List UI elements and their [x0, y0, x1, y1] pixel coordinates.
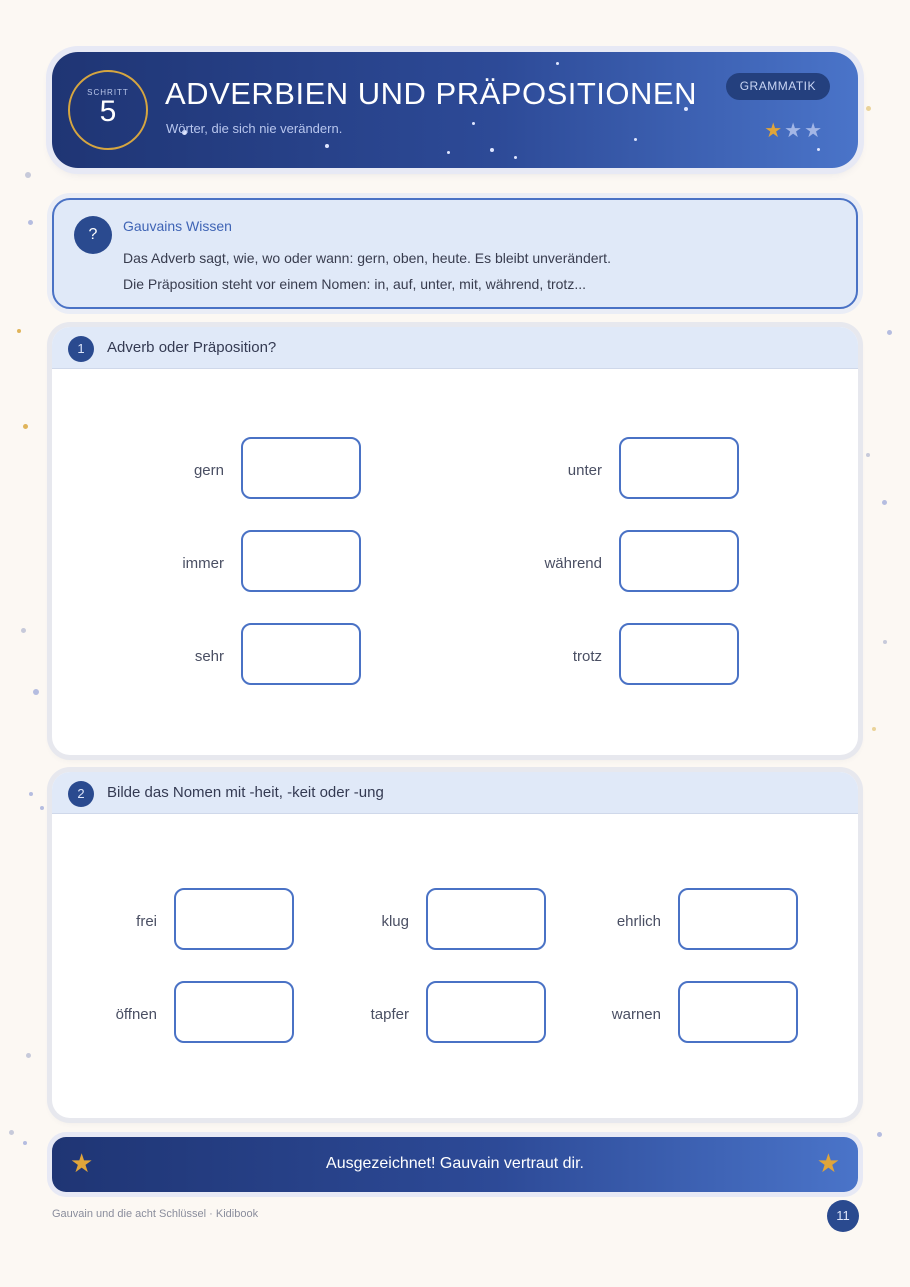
decor-dot	[17, 329, 21, 333]
exercise-word: frei	[136, 913, 157, 930]
exercise-word: trotz	[572, 648, 602, 665]
knowledge-line-preposition: Die Präposition steht vor einem Nomen: in, auf, unter, mit, während, trotz...	[123, 276, 586, 292]
sparkle-dot	[514, 156, 517, 159]
sparkle-dot	[472, 122, 475, 125]
decor-dot	[25, 172, 31, 178]
step-label: SCHRITT	[87, 87, 129, 97]
encouragement-ribbon	[52, 1137, 858, 1192]
answer-box[interactable]	[241, 623, 361, 685]
exercise-question: Adverb oder Präposition?	[107, 339, 277, 356]
header-banner	[52, 52, 858, 168]
star-left-icon: ★	[70, 1148, 94, 1178]
answer-box[interactable]	[241, 530, 361, 592]
exercise-word: warnen	[611, 1006, 661, 1023]
star-filled-icon: ★	[764, 120, 785, 142]
exercise-word: ehrlich	[616, 913, 661, 930]
page-title: ADVERBIEN UND PRÄPOSITIONEN	[165, 76, 697, 111]
exercise-word: während	[544, 555, 602, 572]
decor-dot	[872, 727, 876, 731]
decor-dot	[887, 330, 892, 335]
sparkle-dot	[556, 62, 559, 65]
answer-box[interactable]	[426, 888, 546, 950]
decor-dot	[866, 453, 870, 457]
exercise-word: klug	[381, 913, 409, 930]
knowledge-box	[52, 198, 858, 309]
exercise-header	[52, 327, 858, 369]
exercise-card-2	[52, 772, 858, 1118]
sparkle-dot	[817, 148, 820, 151]
decor-dot	[23, 424, 28, 429]
sparkle-dot	[490, 148, 494, 152]
exercise-number: 2	[68, 781, 94, 807]
exercise-word: unter	[567, 462, 602, 479]
sparkle-dot	[325, 144, 329, 148]
decor-dot	[883, 640, 887, 644]
decor-dot	[882, 500, 887, 505]
page-number: 11	[827, 1200, 859, 1232]
decor-dot	[866, 106, 871, 111]
encouragement-message: Ausgezeichnet! Gauvain vertraut dir.	[326, 1155, 584, 1172]
step-number: 5	[99, 94, 117, 128]
decor-dot	[23, 1141, 27, 1145]
exercise-card-1	[52, 327, 858, 755]
decor-dot	[9, 1130, 14, 1135]
exercise-word: sehr	[194, 648, 224, 665]
decor-dot	[877, 1132, 882, 1137]
step-badge	[68, 70, 148, 150]
sparkle-dot	[447, 151, 450, 154]
question-mark-icon: ?	[74, 216, 112, 254]
exercise-question: Bilde das Nomen mit -heit, -keit oder -ung	[107, 784, 384, 801]
answer-box[interactable]	[678, 981, 798, 1043]
book-credit: Gauvain und die acht Schlüssel · Kidibook	[52, 1208, 259, 1220]
exercise-word: immer	[182, 555, 224, 572]
page-subtitle: Wörter, die sich nie verändern.	[166, 121, 343, 136]
exercise-word: gern	[193, 462, 224, 479]
exercise-word: öffnen	[115, 1006, 157, 1023]
knowledge-title: Gauvains Wissen	[123, 218, 232, 234]
decor-dot	[29, 792, 33, 796]
decor-dot	[28, 220, 33, 225]
answer-box[interactable]	[619, 530, 739, 592]
star-empty-icon: ★	[804, 120, 824, 142]
knowledge-line-adverb: Das Adverb sagt, wie, wo oder wann: gern, oben, heute. Es bleibt unverändert.	[123, 250, 611, 266]
answer-box[interactable]	[619, 437, 739, 499]
exercise-word: tapfer	[370, 1006, 409, 1023]
decor-dot	[40, 806, 44, 810]
answer-box[interactable]	[241, 437, 361, 499]
decor-dot	[33, 689, 39, 695]
exercise-number: 1	[68, 336, 94, 362]
answer-box[interactable]	[174, 981, 294, 1043]
sparkle-dot	[634, 138, 637, 141]
decor-dot	[21, 628, 26, 633]
answer-box[interactable]	[619, 623, 739, 685]
difficulty-rating	[764, 118, 824, 143]
exercise-header	[52, 772, 858, 814]
answer-box[interactable]	[678, 888, 798, 950]
star-right-icon: ★	[816, 1148, 840, 1178]
answer-box[interactable]	[174, 888, 294, 950]
category-tag: GRAMMATIK	[726, 73, 830, 100]
decor-dot	[26, 1053, 31, 1058]
star-empty-icon: ★	[784, 120, 805, 142]
answer-box[interactable]	[426, 981, 546, 1043]
